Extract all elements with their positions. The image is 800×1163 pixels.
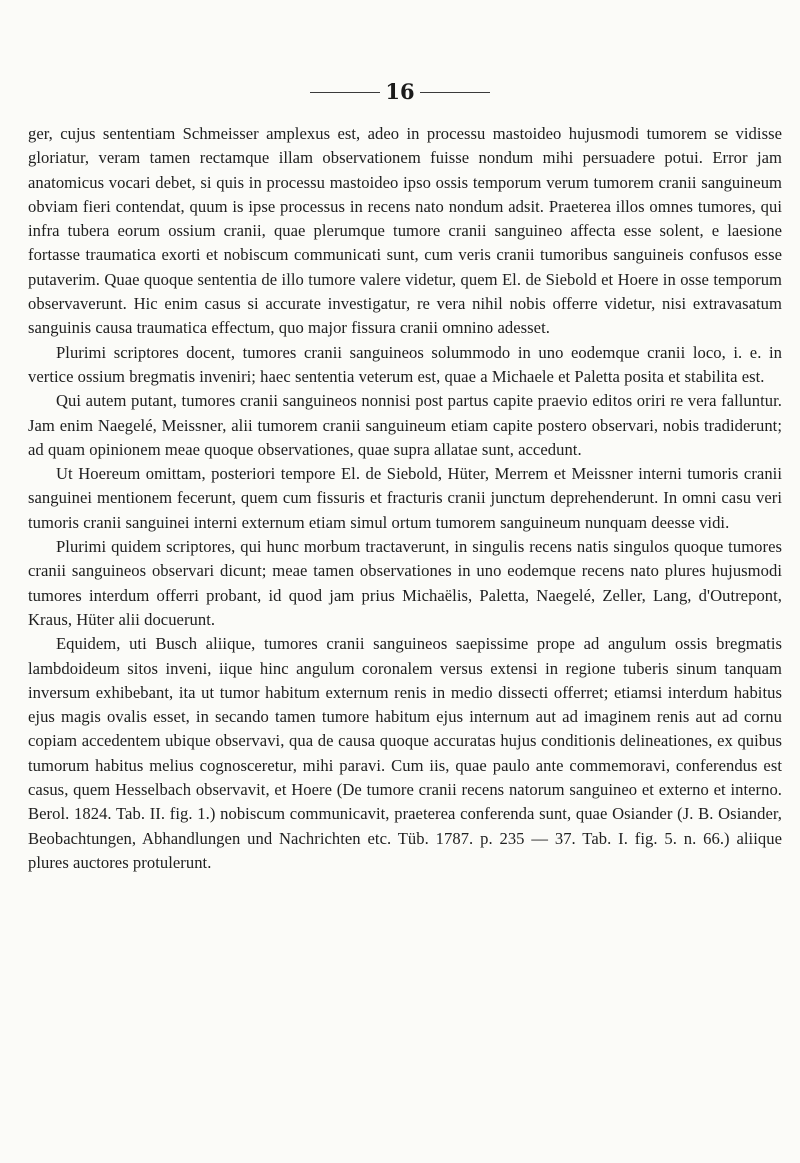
header-rule-left	[310, 92, 380, 93]
paragraph: Plurimi quidem scriptores, qui hunc morbum tractaverunt, in singulis recens natis singulos quoque tumores cranii sanguineos observari dicunt; meae tamen observationes in uno eodemque recens nato plures hujusmodi tumores interdum offerri probant, id quod jam prius Michaëlis, Paletta, Naegelé, Zeller, Lang, d'Outrepont, Kraus, Hüter alii docuerunt.	[28, 537, 782, 629]
page-header	[0, 78, 800, 108]
paragraph: Equidem, uti Busch aliique, tumores cranii sanguineos saepissime prope ad angulum ossis bregmatis lambdoideum sitos inveni, iique hinc angulum coronalem versus extensi in regione tuberis sinum tanquam inversum exhibebant, ita ut tumor habitum externum renis in medio dissecti offerret; etiamsi interdum habitus ejus magis ovalis esset, in secando tamen tumore habitum ejus internum aut ad imaginem renis aut ad cornu copiam accedentem ubique observavi, qua de causa quoque accuratas hujus conditionis delineationes, ex quibus tumorum habitus melius cognosceretur, mihi paravi. Cum iis, quae paulo ante commemoravi, conferendus est casus, quem Hesselbach observavit, et Hoere (De tumore cranii recens natorum sanguineo et externo et interno. Berol. 1824. Tab. II. fig. 1.) nobiscum communicavit, praeterea conferenda sunt, quae Osiander (J. B. Osiander, Beobachtungen, Abhandlungen und Nachrichten etc. Tüb. 1787. p. 235 — 37. Tab. I. fig. 5. n. 66.) aliique plures auctores protulerunt.	[28, 634, 782, 872]
paragraph: Qui autem putant, tumores cranii sanguineos nonnisi post partus capite praevio editos oriri re vera falluntur. Jam enim Naegelé, Meissner, alii tumorem cranii sanguineum etiam capite postero observari, nobis tradiderunt; ad quam opinionem meae quoque observationes, quae supra allatae sunt, accedunt.	[28, 391, 782, 459]
page-number: 16	[385, 79, 415, 104]
paragraph-continuation: ger, cujus sententiam Schmeisser amplexus est, adeo in processu mastoideo hujusmodi tumorem se vidisse gloriatur, veram tamen rectamque illam observationem fuisse nondum mihi persuadere potui. Error jam anatomicus vocari debet, si quis in processu mastoideo ipso ossis temporum verum tumorem cranii sanguineum obviam fieri contendat, quum is ipse processus in recens nato nondum adsit. Praeterea illos omnes tumores, qui infra tubera eorum ossium cranii, quae plerumque tumore cranii sanguineo affecta esse solent, e laesione fortasse traumatica exorti et nobiscum communicati sunt, cum veris cranii tumoribus sanguineis confusos esse putaverim. Quae quoque sententia de illo tumore valere videtur, quem El. de Siebold et Hoere in osse temporum observaverunt. Hic enim casus si accurate investigatur, re vera nihil nobis offerre videtur, nisi extravasatum sanguinis causa traumatica effectum, quo major fissura cranii omnino adesset.	[28, 124, 782, 338]
body-text	[28, 122, 782, 875]
paragraph: Ut Hoereum omittam, posteriori tempore El. de Siebold, Hüter, Merrem et Meissner interni tumoris cranii sanguinei mentionem fecerunt, quem cum fissuris et fracturis cranii junctum deprehenderunt. In omni casu veri tumoris cranii sanguinei interni externum etiam simul ortum tumorem sanguineum nunquam deesse vidi.	[28, 464, 782, 532]
paragraph: Plurimi scriptores docent, tumores cranii sanguineos solummodo in uno eodemque cranii loco, i. e. in vertice ossium bregmatis inveniri; haec sententia veterum est, quae a Michaele et Paletta posita et stabilita est.	[28, 342, 782, 386]
header-rule-right	[420, 92, 490, 93]
